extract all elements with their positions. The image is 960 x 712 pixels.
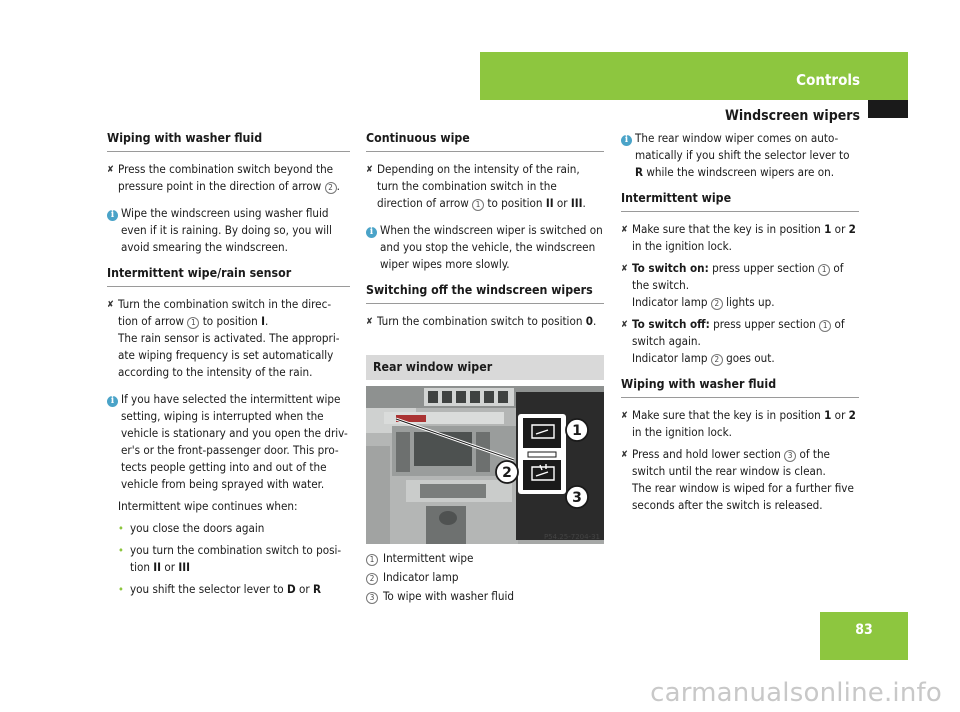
watermark: carmanualsonline.info (650, 678, 942, 708)
step-item: ✘ Press the combination switch beyond the pressure point in the direction of arrow 2 . (107, 162, 340, 193)
callout-1-icon: 1 (472, 199, 484, 211)
arrow-bullet-icon: ✘ (366, 317, 373, 327)
callout-2-icon: 2 (711, 354, 723, 366)
list-item: • you shift the selector lever to D or R (118, 582, 321, 596)
info-note: i When the windscreen wiper is switched on and you stop the vehicle, the windscreen wiper wipes more slowly. (366, 222, 604, 273)
arrow-bullet-icon: ✘ (621, 264, 628, 274)
arrow-bullet-icon: ✘ (621, 411, 628, 421)
paragraph: Intermittent wipe continues when: (118, 499, 298, 513)
callout-3-icon: 3 (784, 450, 796, 462)
heading-switching-off: Switching off the windscreen wipers (366, 282, 604, 304)
arrow-bullet-icon: ✘ (621, 450, 628, 460)
list-item: • you turn the combination switch to posi-tion II or III (118, 543, 342, 574)
photo-callout-label: 1 (572, 423, 582, 439)
info-icon: i (621, 135, 632, 146)
page-number: 83 (855, 622, 873, 638)
arrow-bullet-icon: ✘ (107, 165, 114, 175)
photo-code: P54.25-7204-31 (543, 533, 600, 541)
callout-icon: 2 (366, 573, 378, 585)
dot-bullet-icon: • (118, 583, 124, 596)
arrow-bullet-icon: ✘ (107, 300, 114, 310)
info-icon: i (107, 396, 118, 407)
arrow-bullet-icon: ✘ (366, 165, 373, 175)
chapter-label: Controls (796, 71, 860, 89)
info-note: i If you have selected the intermittent wipe setting, wiping is interrupted when the vehicle is stationary and you open the driv-er's or the front-passenger door. This pro-tects people getting into and out of the vehicle from being sprayed with water. (107, 391, 350, 493)
info-icon: i (366, 227, 377, 238)
section-tab (480, 52, 908, 100)
step-item: ✘ Press and hold lower section 3 of the switch until the rear window is clean. The rear window is wiped for a further five seconds after the switch is released. (621, 447, 854, 512)
legend-item: 2 Indicator lamp (366, 569, 604, 586)
legend-item: 3 To wipe with washer fluid (366, 588, 604, 605)
arrow-bullet-icon: ✘ (621, 225, 628, 235)
photo-callout-label: 2 (502, 465, 512, 481)
photo-callout-label: 3 (572, 490, 582, 506)
callout-1-icon: 1 (818, 264, 830, 276)
callout-icon: 3 (366, 592, 378, 604)
dashboard-photo (366, 386, 604, 544)
column-1 (107, 130, 350, 603)
arrow-bullet-icon: ✘ (621, 320, 628, 330)
step-item: ✘ To switch on: press upper section 1 of the switch. Indicator lamp 2 lights up. (621, 261, 844, 309)
heading-intermittent-rain: Intermittent wipe/rain sensor (107, 265, 350, 287)
callout-icon: 1 (366, 554, 378, 566)
step-item: ✘ Make sure that the key is in position 1 or 2 in the ignition lock. (621, 222, 856, 253)
heading-intermittent-wipe: Intermittent wipe (621, 190, 859, 212)
step-item: ✘ To switch off: press upper section 1 of switch again. Indicator lamp 2 goes out. (621, 317, 845, 365)
figure-legend (366, 550, 604, 605)
list-item: • you close the doors again (118, 521, 265, 535)
info-note: i The rear window wiper comes on auto-matically if you shift the selector lever to R while the windscreen wipers are on. (621, 130, 859, 181)
callout-1-icon: 1 (187, 317, 199, 329)
dot-bullet-icon: • (118, 544, 124, 557)
column-3 (621, 130, 859, 519)
heading-wiping-washer: Wiping with washer fluid (107, 130, 350, 152)
step-item: ✘ Depending on the intensity of the rain, turn the combination switch in the direction of arrow 1 to position II or III. (366, 162, 586, 210)
page-number-box (820, 612, 908, 660)
callout-1-icon: 1 (819, 320, 831, 332)
callout-2-icon: 2 (325, 182, 337, 194)
legend-item: 1 Intermittent wipe (366, 550, 604, 567)
step-item: ✘ Turn the combination switch in the direc-tion of arrow 1 to position I. The rain sensor is activated. The appropri-ate wiping frequency is set automatically according to the intensity of the rain. (107, 297, 340, 379)
step-item: ✘ Make sure that the key is in position 1 or 2 in the ignition lock. (621, 408, 856, 439)
rear-wiper-heading: Rear window wiper (366, 355, 604, 380)
dashboard-illustration (366, 386, 604, 544)
section-title: Windscreen wipers (724, 108, 860, 124)
callout-2-icon: 2 (711, 298, 723, 310)
step-item: ✘ Turn the combination switch to position 0. (366, 313, 604, 331)
info-note: i Wipe the windscreen using washer fluid even if it is raining. By doing so, you will avoid smearing the windscreen. (107, 205, 350, 256)
info-icon: i (107, 210, 118, 221)
dot-bullet-icon: • (118, 522, 124, 535)
heading-continuous-wipe: Continuous wipe (366, 130, 604, 152)
column-2 (366, 130, 604, 607)
heading-wiping-washer-rear: Wiping with washer fluid (621, 376, 859, 398)
section-marker (868, 100, 908, 118)
